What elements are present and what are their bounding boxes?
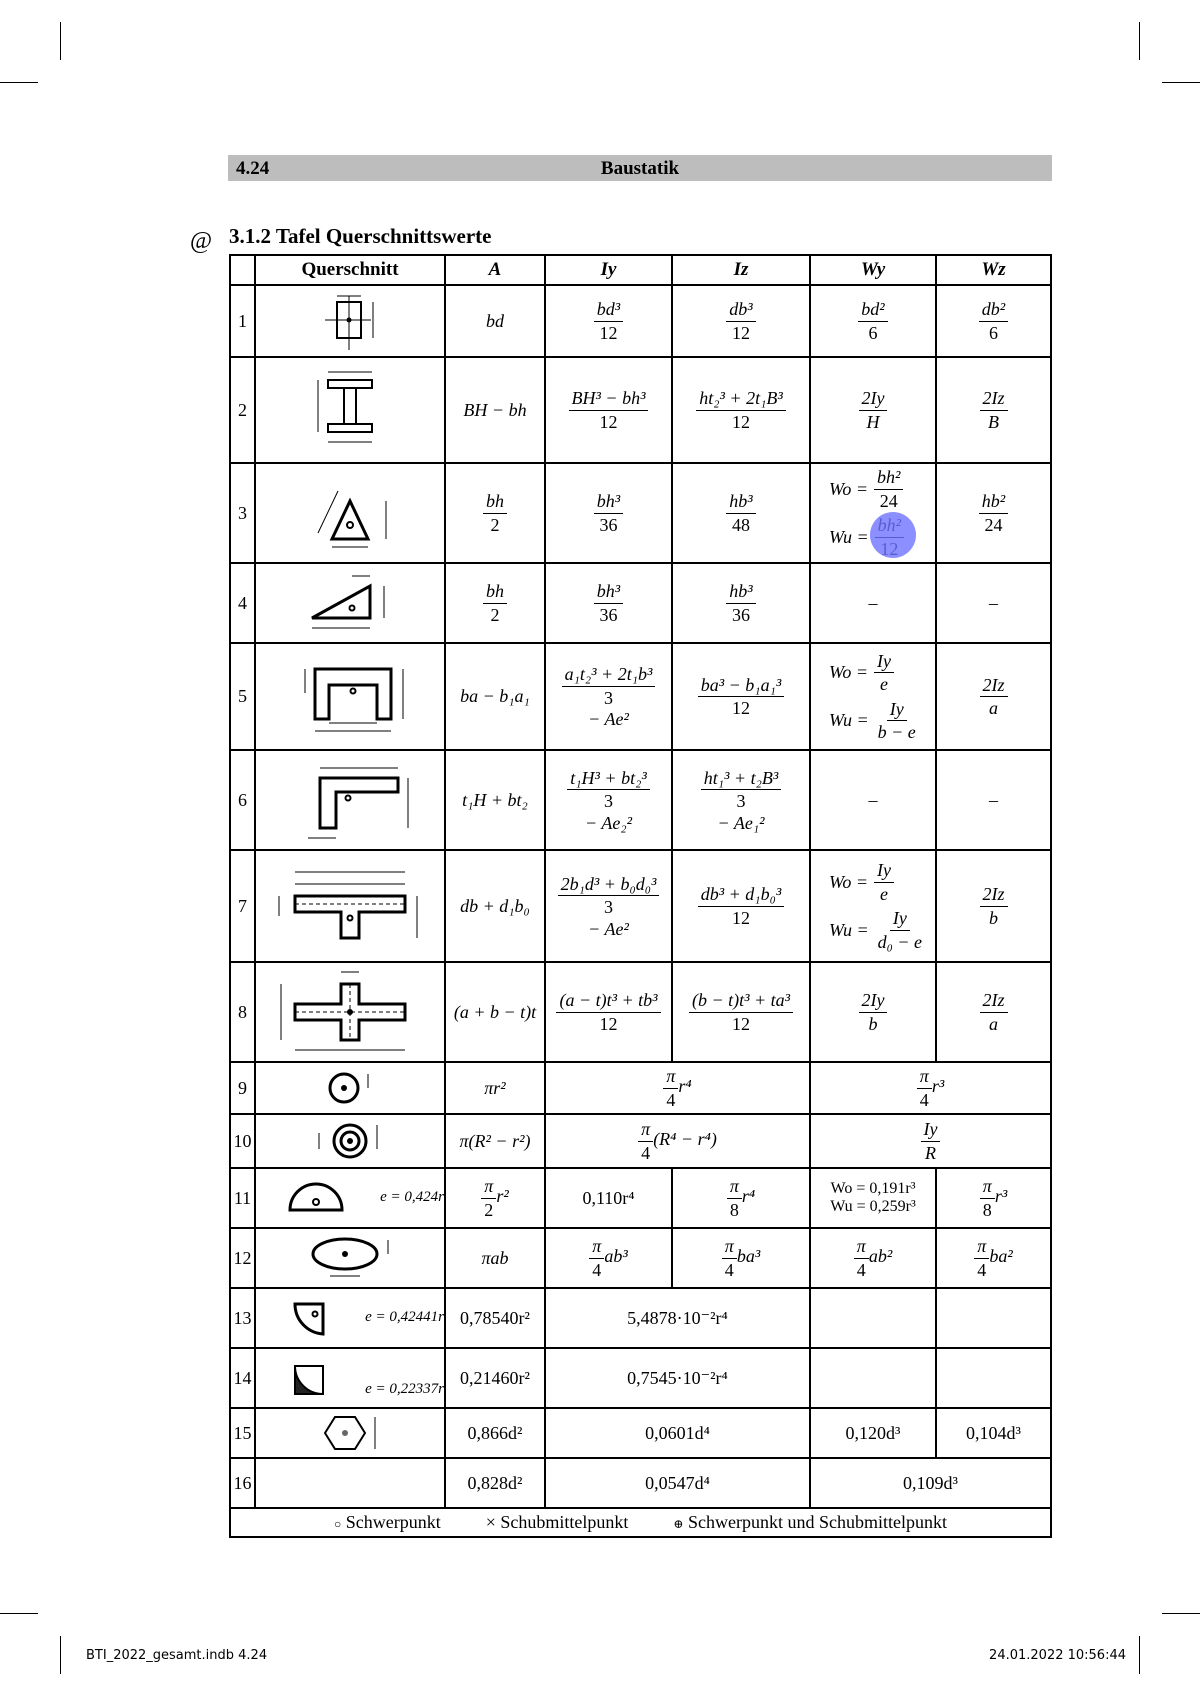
table-row: [230, 962, 1051, 1062]
cell-A: (a + b − t)t: [445, 962, 545, 1062]
cell-Iz: $\frac{\text{ht₂³ + 2t₁B³}}{12}$: [672, 357, 810, 463]
row-number: 12: [230, 1228, 255, 1288]
cell-Wy: Wo = $\frac{Iy}{e}$ Wu = $\frac{Iy}{\text{d₀ − e}}$: [810, 850, 936, 962]
crop-mark: [0, 1613, 38, 1614]
cell-A: 0,78540r²: [445, 1288, 545, 1348]
cell-A: $\frac{\pi}{2}$ r²: [445, 1168, 545, 1228]
cell-A: bd: [445, 285, 545, 357]
page-number: 4.24: [236, 158, 270, 179]
ellipse-section-figure: [255, 1228, 445, 1288]
cell-Iz: $\frac{\text{db³}}{12}$: [672, 285, 810, 357]
table-row: [230, 1168, 1051, 1228]
table-row: [230, 643, 1051, 750]
cell-Wy: $\frac{\pi}{4}$ ab²: [810, 1228, 936, 1288]
cell-Wz: $\frac{\pi}{8}$ r³: [936, 1168, 1051, 1228]
row-number: 15: [230, 1408, 255, 1458]
cell-Iy: $\frac{\text{t₁H³ + bt₂³}}{3}$ − Ae₂²: [545, 750, 672, 850]
cell-A: BH − bh: [445, 357, 545, 463]
cross-section-table: [229, 254, 1052, 1538]
cell-Iz: $\frac{\text{ba³ − b₁a₁³}}{12}$: [672, 643, 810, 750]
circle-section-figure: [255, 1062, 445, 1114]
spandrel-section-figure: e = 0,22337r: [255, 1348, 445, 1408]
cell-A: db + d₁b₀: [445, 850, 545, 962]
row-number: 1: [230, 285, 255, 357]
legend-both: Schwerpunkt und Schubmittelpunkt: [687, 1512, 947, 1533]
footer-timestamp: 24.01.2022 10:56:44: [989, 1648, 1126, 1663]
cell-Wz: [936, 1348, 1051, 1408]
legend: [230, 1508, 1051, 1537]
cell-A: t₁H + bt₂: [445, 750, 545, 850]
cross-shape-section-figure: [255, 962, 445, 1062]
cell-I: $\frac{\pi}{4}$ r⁴: [545, 1062, 810, 1114]
table-row: [230, 1408, 1051, 1458]
cell-Wy: Wo = $\frac{\text{bh²}}{24}$ Wu =: [810, 463, 936, 563]
cell-Iy: $\frac{\text{bd³}}{12}$: [545, 285, 672, 357]
cell-Wz: $\frac{\text{hb²}}{24}$: [936, 463, 1051, 563]
ring-section-figure: [255, 1114, 445, 1168]
cell-Wz: $\frac{2Iz}{a}$: [936, 643, 1051, 750]
centroid-symbol: ○: [334, 1517, 342, 1532]
cell-I: 5,4878·10⁻²r⁴: [545, 1288, 810, 1348]
cell-Iy: $\frac{\pi}{4}$ ab³: [545, 1228, 672, 1288]
crop-mark: [1139, 22, 1140, 60]
cell-Iy: $\frac{\text{BH³ − bh³}}{12}$: [545, 357, 672, 463]
shear-center-symbol: ×: [485, 1512, 496, 1533]
cell-Wy: $\frac{2Iy}{H}$: [810, 357, 936, 463]
row-number: 4: [230, 563, 255, 643]
cell-Iy: $\frac{\text{a₁t₂³ + 2t₁b³}}{3}$ − Ae²: [545, 643, 672, 750]
col-header-Iy: Iy: [545, 255, 672, 285]
crop-mark: [1139, 1636, 1140, 1674]
row-number: 16: [230, 1458, 255, 1508]
col-header-A: A: [445, 255, 545, 285]
row-number: 8: [230, 962, 255, 1062]
cell-Wy: –: [810, 750, 936, 850]
cell-Iy: $\frac{\text{2b₁d³ + b₀d₀³}}{3}$ − Ae²: [545, 850, 672, 962]
row-number: 3: [230, 463, 255, 563]
row-number: 5: [230, 643, 255, 750]
cell-Iy: $\frac{\text{(a − t)t³ + tb³}}{12}$: [545, 962, 672, 1062]
semicircle-section-figure: e = 0,424r: [255, 1168, 445, 1228]
cell-Wy: 0,120d³: [810, 1408, 936, 1458]
cell-Wz: [936, 1288, 1051, 1348]
cell-Wz: $\frac{\text{db²}}{6}$: [936, 285, 1051, 357]
cell-A: ba − b₁a₁: [445, 643, 545, 750]
chapter-title: Baustatik: [600, 158, 680, 179]
cell-Wy: Wo = 0,191r³ Wu = 0,259r³: [810, 1168, 936, 1228]
cell-A: πab: [445, 1228, 545, 1288]
row-number: 13: [230, 1288, 255, 1348]
cell-Iz: $\frac{\text{(b − t)t³ + ta³}}{12}$: [672, 962, 810, 1062]
cell-Wz: $\frac{\pi}{4}$ ba²: [936, 1228, 1051, 1288]
cell-Iz: $\frac{\text{ht₁³ + t₂B³}}{3}$ − Ae₁²: [672, 750, 810, 850]
cell-Iz: $\frac{\text{hb³}}{36}$: [672, 563, 810, 643]
cell-A: 0,828d²: [445, 1458, 545, 1508]
cell-Iz: $\frac{\pi}{4}$ ba³: [672, 1228, 810, 1288]
cell-A: π(R² − r²): [445, 1114, 545, 1168]
legend-centroid: Schwerpunkt: [345, 1512, 441, 1533]
cell-W: 0,109d³: [810, 1458, 1051, 1508]
col-header-section: Querschnitt: [255, 255, 445, 285]
cell-W: $\frac{Iy}{R}$: [810, 1114, 1051, 1168]
crop-mark: [60, 1636, 61, 1674]
cell-Wy: Wo = $\frac{Iy}{e}$ Wu = $\frac{Iy}{b - e}$: [810, 643, 936, 750]
cell-Iy: 0,110r⁴: [545, 1168, 672, 1228]
cell-Wz: $\frac{2Iz}{B}$: [936, 357, 1051, 463]
cell-A: $\frac{bh}{2}$: [445, 563, 545, 643]
cell-I: 0,0547d⁴: [545, 1458, 810, 1508]
crop-mark: [1162, 82, 1200, 83]
cell-A: 0,866d²: [445, 1408, 545, 1458]
col-header-Wz: Wz: [936, 255, 1051, 285]
table-row: [230, 285, 1051, 357]
highlight-marker: [870, 512, 916, 558]
col-header-Wy: Wy: [810, 255, 936, 285]
cell-Iy: $\frac{\text{bh³}}{36}$: [545, 563, 672, 643]
cell-W: $\frac{\pi}{4}$ r³: [810, 1062, 1051, 1114]
quarter-circle-section-figure: e = 0,42441r: [255, 1288, 445, 1348]
col-header-Iz: Iz: [672, 255, 810, 285]
hexagon-section-figure: [255, 1408, 445, 1458]
row-number: 11: [230, 1168, 255, 1228]
row-number: 6: [230, 750, 255, 850]
right-triangle-section-figure: [255, 563, 445, 643]
cell-Wy: [810, 1288, 936, 1348]
both-symbol: ⊕: [673, 1517, 684, 1532]
cell-Iz: $\frac{\text{hb³}}{48}$: [672, 463, 810, 563]
table-row: [230, 1228, 1051, 1288]
cell-I: 0,7545·10⁻²r⁴: [545, 1348, 810, 1408]
cell-Wz: $\frac{2Iz}{a}$: [936, 962, 1051, 1062]
cell-Wz: –: [936, 563, 1051, 643]
table-row: [230, 1348, 1051, 1408]
cell-I: $\frac{\pi}{4}$ (R⁴ − r⁴): [545, 1114, 810, 1168]
anchor-marker[interactable]: @: [190, 228, 213, 254]
cell-A: πr²: [445, 1062, 545, 1114]
cell-Wz: –: [936, 750, 1051, 850]
table-row: [230, 1114, 1051, 1168]
table-row: [230, 357, 1051, 463]
empty-figure-cell: [255, 1458, 445, 1508]
row-number: 7: [230, 850, 255, 962]
cell-Wz: 0,104d³: [936, 1408, 1051, 1458]
cell-A: 0,21460r²: [445, 1348, 545, 1408]
cell-Wy: $\frac{2Iy}{b}$: [810, 962, 936, 1062]
table-row: [230, 750, 1051, 850]
col-number: [230, 255, 255, 285]
table-row: [230, 1458, 1051, 1508]
legend-shear-center: Schubmittelpunkt: [500, 1512, 629, 1533]
page-header-bar: [228, 155, 1052, 181]
cell-Iy: $\frac{\text{bh³}}{36}$: [545, 463, 672, 563]
cell-Wy: –: [810, 563, 936, 643]
table-row: [230, 1062, 1051, 1114]
crop-mark: [0, 82, 38, 83]
legend-row: [230, 1508, 1051, 1537]
cell-I: 0,0601d⁴: [545, 1408, 810, 1458]
table-row: [230, 463, 1051, 563]
triangle-section-figure: [255, 463, 445, 563]
cell-A: $\frac{bh}{2}$: [445, 463, 545, 563]
i-beam-section-figure: [255, 357, 445, 463]
rectangle-section-figure: [255, 285, 445, 357]
table-row: [230, 1288, 1051, 1348]
cell-Wy: $\frac{\text{bd²}}{6}$: [810, 285, 936, 357]
row-number: 2: [230, 357, 255, 463]
row-number: 14: [230, 1348, 255, 1408]
cell-Iz: $\frac{\pi}{8}$ r⁴: [672, 1168, 810, 1228]
section-title: 3.1.2 Tafel Querschnittswerte: [229, 224, 492, 248]
row-number: 10: [230, 1114, 255, 1168]
t-section-figure: [255, 850, 445, 962]
cell-Iz: $\frac{\text{db³ + d₁b₀³}}{12}$: [672, 850, 810, 962]
cell-Wy: [810, 1348, 936, 1408]
table-row: [230, 563, 1051, 643]
cell-Wz: $\frac{2Iz}{b}$: [936, 850, 1051, 962]
crop-mark: [60, 22, 61, 60]
row-number: 9: [230, 1062, 255, 1114]
footer-file-info: BTI_2022_gesamt.indb 4.24: [86, 1648, 268, 1663]
angle-section-figure: [255, 750, 445, 850]
crop-mark: [1162, 1613, 1200, 1614]
channel-section-figure: [255, 643, 445, 750]
table-row: [230, 850, 1051, 962]
